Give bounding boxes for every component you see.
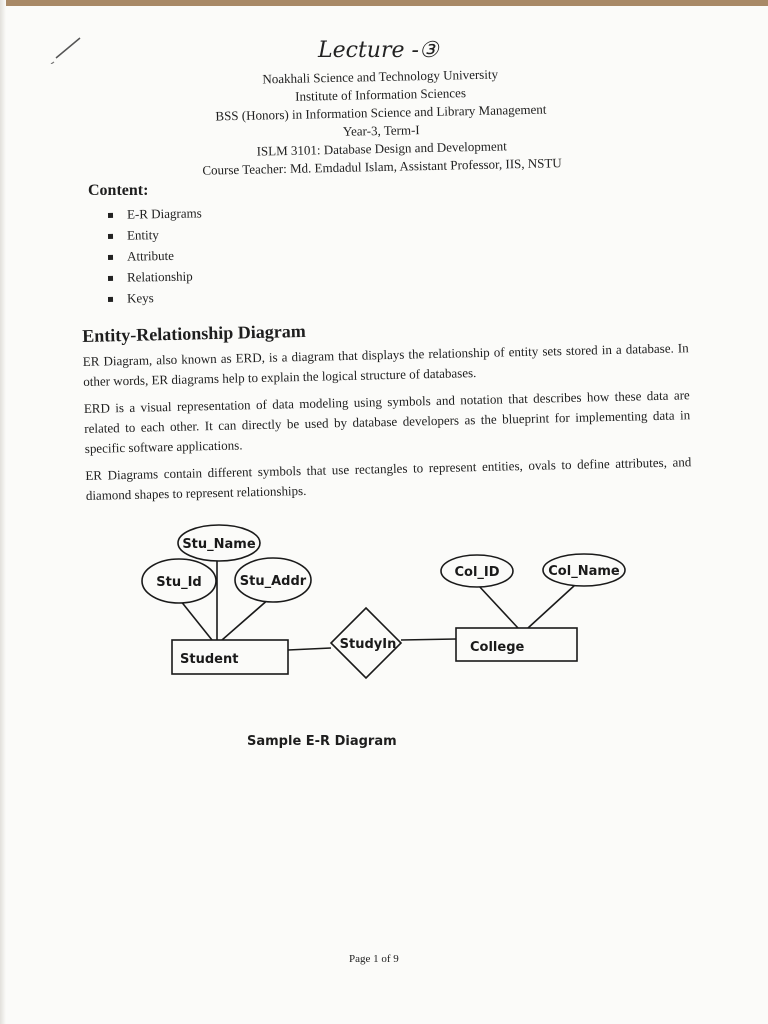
list-item-label: Entity <box>126 227 159 243</box>
paragraph-3: ER Diagrams contain different symbols that use rectangles to represent entities, ovals to define attributes, and diamond shapes to represent relationships. <box>85 454 692 503</box>
list-item-label: Relationship <box>126 268 193 285</box>
relationship-studyin: StudyIn <box>339 637 397 652</box>
course-teacher: Course Teacher: Md. Emdadul Islam, Assistant Professor, IIS, NSTU <box>202 155 562 178</box>
list-item-label: Attribute <box>126 247 175 264</box>
diagram-caption: Sample E-R Diagram <box>247 734 397 749</box>
page-number: Page 1 of 9 <box>349 953 399 965</box>
program-name: BSS (Honors) in Information Science and Library Management <box>215 101 547 124</box>
handwritten-lecture-title: Lecture -③ <box>318 38 439 63</box>
year-term: Year-3, Term-I <box>342 122 420 139</box>
section-heading: Entity-Relationship Diagram <box>82 320 306 346</box>
university-name: Noakhali Science and Technology University <box>262 66 499 87</box>
connector-line <box>180 600 212 640</box>
attribute-col-id: Col_ID <box>454 565 500 580</box>
connector-line <box>401 639 456 640</box>
paragraph-2: ERD is a visual representation of data modeling using symbols and notation that describes how these data are related to each other. It can directly be used by database developers as the blueprint for implementing data in specific software applications. <box>83 387 691 456</box>
attribute-col-name: Col_Name <box>548 564 620 579</box>
list-item-label: E-R Diagrams <box>126 205 202 222</box>
content-heading: Content: <box>88 182 149 199</box>
list-item-label: Keys <box>126 290 154 306</box>
connector-line <box>222 598 270 640</box>
connector-line <box>528 585 575 628</box>
connector-line <box>288 648 331 650</box>
institute-name: Institute of Information Sciences <box>295 85 467 104</box>
attribute-stu-name: Stu_Name <box>182 537 256 552</box>
connector-line <box>478 585 518 628</box>
paragraph-1: ER Diagram, also known as ERD, is a diagram that displays the relationship of entity sets stored in a database. In other words, ER diagrams help to explain the logical structure of databases. <box>82 340 689 389</box>
entity-college: College <box>470 640 525 655</box>
course-name: ISLM 3101: Database Design and Development <box>256 138 507 159</box>
entity-student: Student <box>180 652 239 667</box>
attribute-stu-addr: Stu_Addr <box>239 574 307 589</box>
attribute-stu-id: Stu_Id <box>156 575 202 590</box>
